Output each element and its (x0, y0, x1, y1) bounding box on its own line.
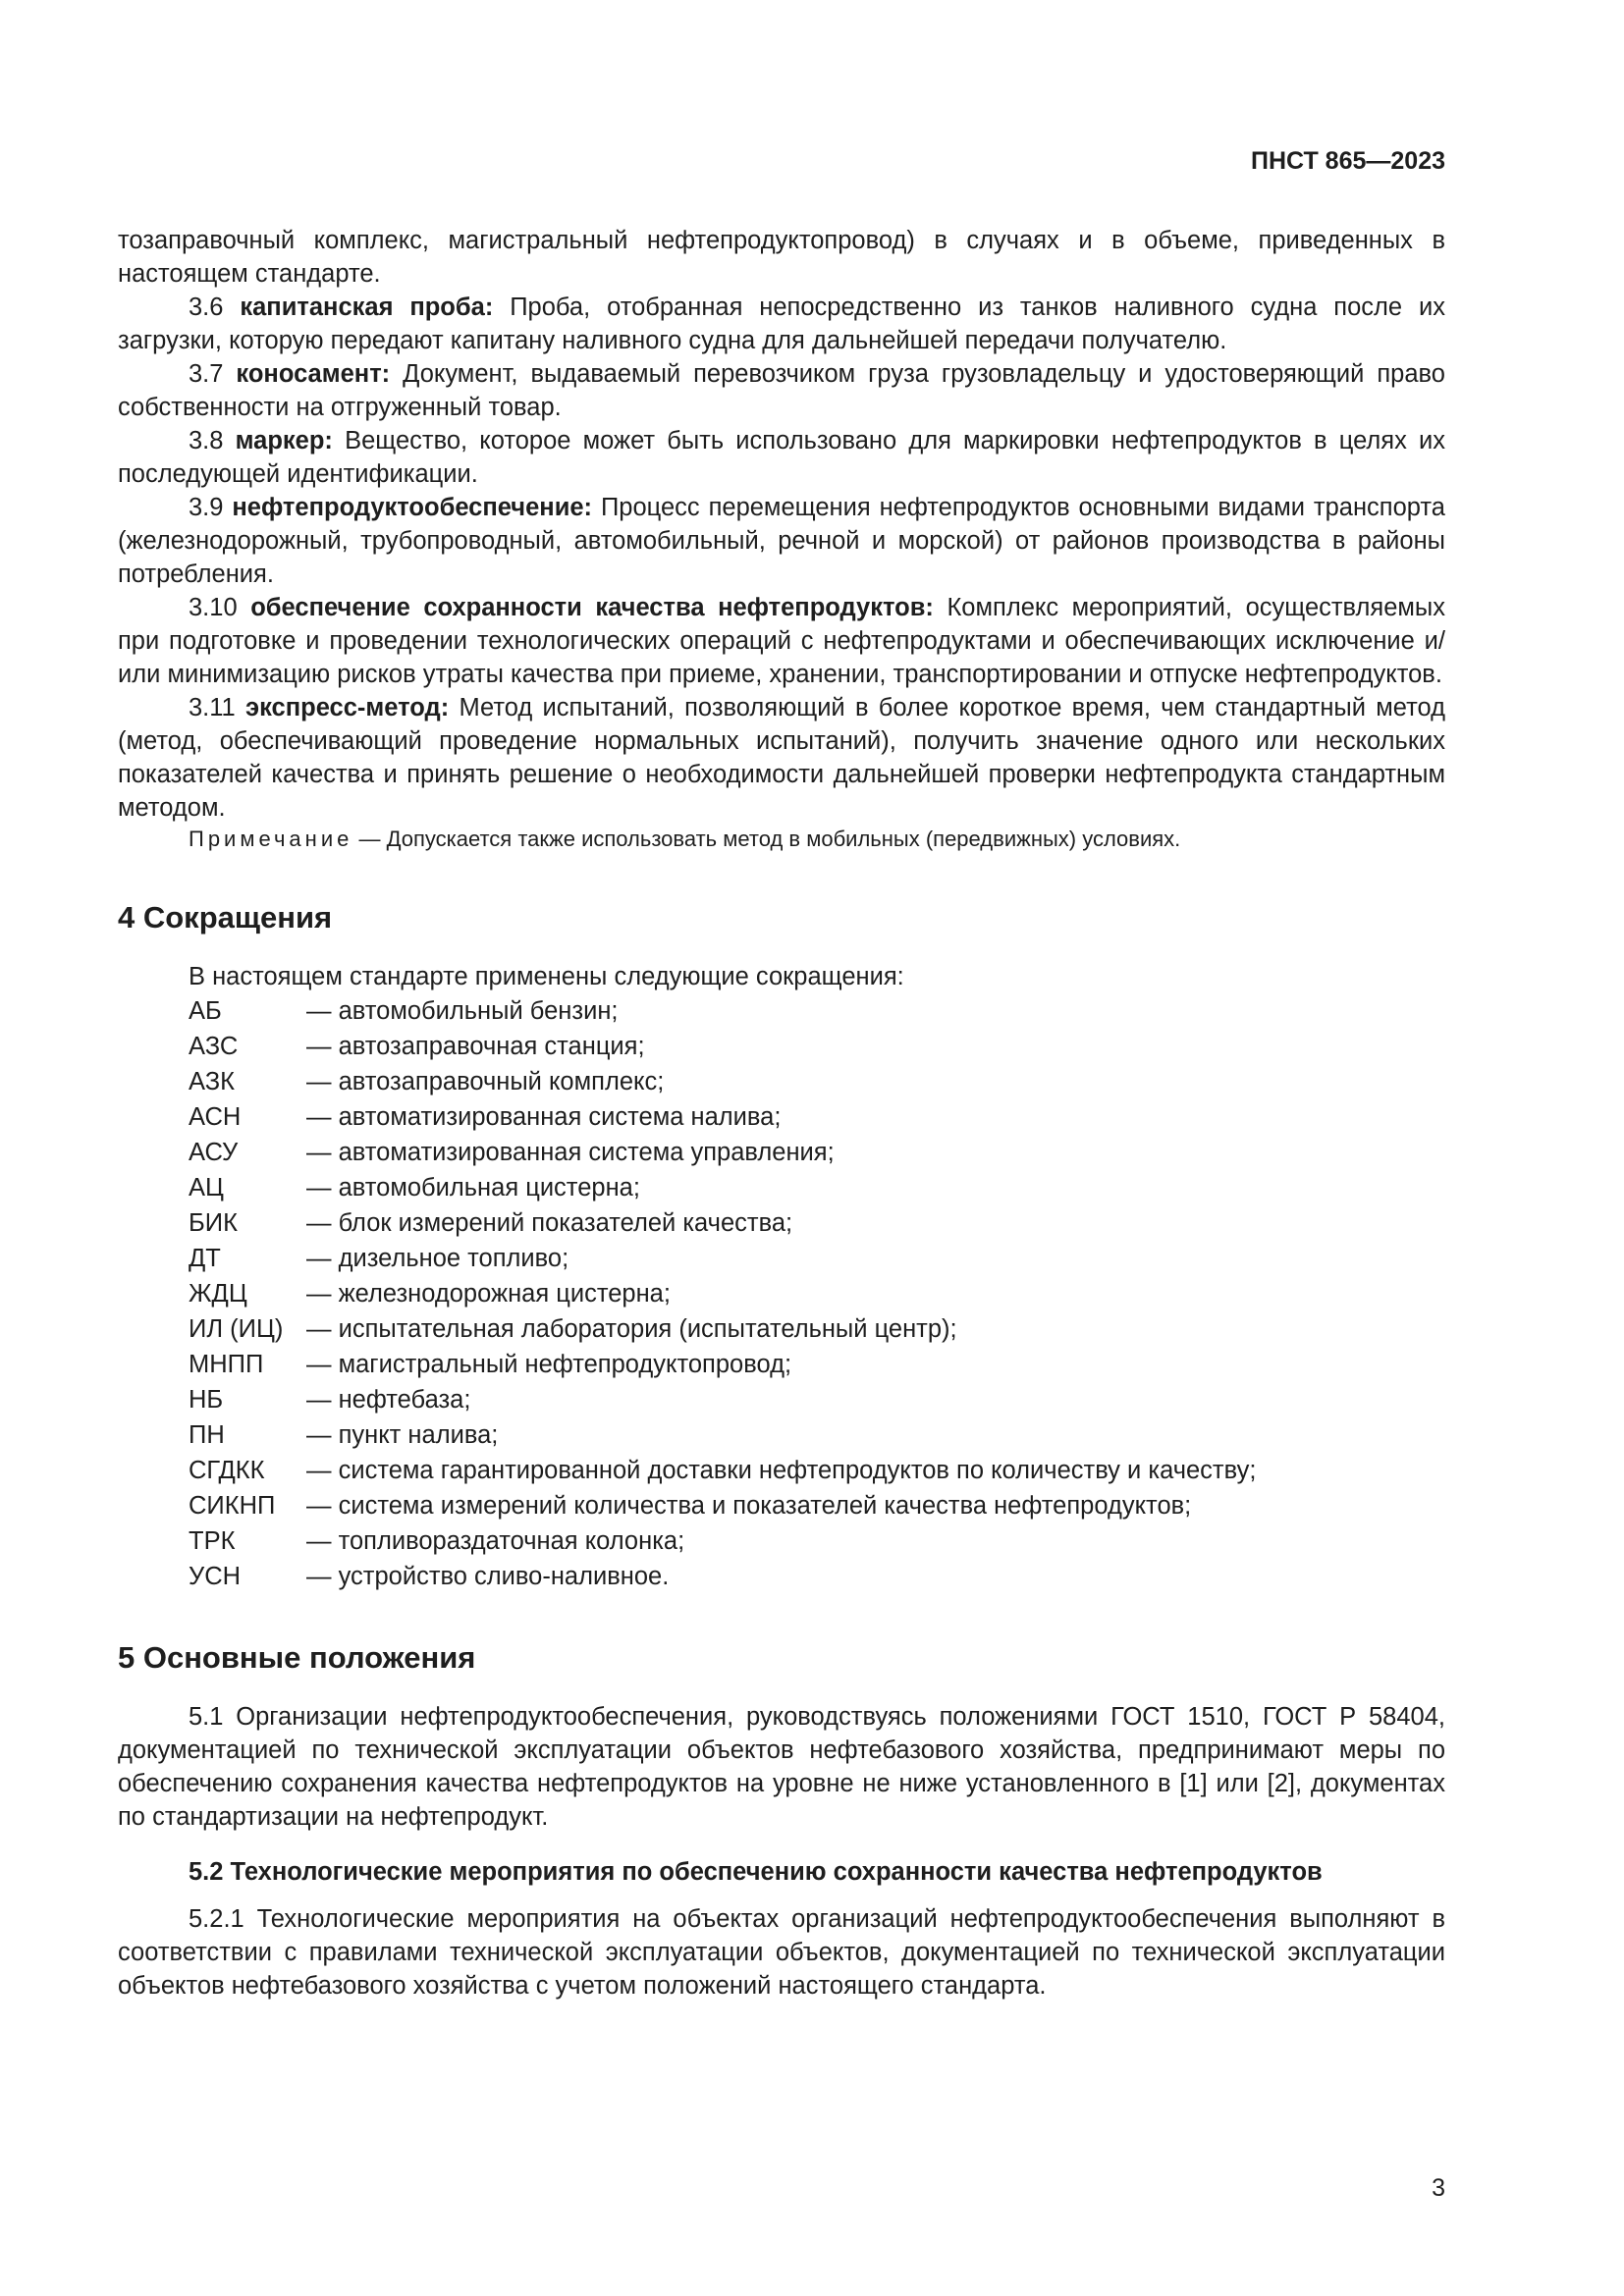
abbreviation-row (118, 1029, 1445, 1064)
abbreviation-code: АЦ (189, 1174, 224, 1201)
abbreviation-definition: — автозаправочный комплекс; (306, 1068, 665, 1095)
abbreviation-definition: — нефтебаза; (306, 1386, 471, 1414)
term-3-7 (118, 357, 1445, 424)
term-definition: Документ, выдаваемый перевозчиком груза грузовладельцу и удостоверяющий право собственности на отгруженный товар. (118, 360, 1445, 421)
abbreviation-code: ЖДЦ (189, 1280, 247, 1308)
abbreviation-row (118, 1170, 1445, 1205)
section-5-title: 5 Основные положения (118, 1640, 476, 1675)
abbreviation-row (118, 1135, 1445, 1170)
term-name: обеспечение сохранности качества нефтепродуктов: (250, 594, 934, 621)
term-name: маркер: (235, 427, 333, 454)
abbreviation-code: СИКНП (189, 1492, 276, 1520)
abbreviation-row (118, 1417, 1445, 1453)
term-definition: Метод испытаний, позволяющий в более короткое время, чем стандартный метод (метод, обеспечивающий проведение нормальных испытаний), получить значение одного или нескольких показателей качества и принять решение о необходимости дальнейшей проверки нефтепродукта стандартным методом. (118, 694, 1446, 822)
abbreviation-definition: — устройство сливо-наливное. (306, 1563, 670, 1590)
abbreviation-row (118, 1099, 1445, 1135)
abbreviation-row (118, 1205, 1445, 1241)
term-3-6 (118, 291, 1445, 357)
term-definition: Вещество, которое может быть использовано для маркировки нефтепродуктов в целях их последующей идентификации. (118, 427, 1445, 488)
term-3-8 (118, 424, 1445, 491)
abbreviations-list (118, 993, 1445, 1594)
abbreviation-code: УСН (189, 1563, 242, 1590)
abbreviation-definition: — испытательная лаборатория (испытательный центр); (306, 1315, 957, 1343)
abbreviation-definition: — топливораздаточная колонка; (306, 1527, 685, 1555)
abbreviation-code: АСН (189, 1103, 242, 1131)
abbreviation-code: ДТ (189, 1245, 221, 1272)
abbreviation-row (118, 1347, 1445, 1382)
term-definition: Проба, отобранная непосредственно из танков наливного судна после их загрузки, которую передают капитану наливного судна для дальнейшей передачи получателю. (118, 294, 1445, 354)
abbreviation-row (118, 1453, 1445, 1488)
page-number: 3 (1432, 2174, 1445, 2202)
abbreviation-code: СГДКК (189, 1457, 265, 1484)
abbreviation-definition: — пункт налива; (306, 1421, 499, 1449)
term-name: экспресс-метод: (245, 694, 450, 721)
abbreviation-code: ТРК (189, 1527, 236, 1555)
abbreviation-code: АСУ (189, 1139, 239, 1166)
abbreviations-intro: В настоящем стандарте применены следующие сокращения: (189, 963, 904, 990)
term-3-10 (118, 591, 1445, 691)
abbreviation-definition: — автоматизированная система управления; (306, 1139, 835, 1166)
term-definition: Комплекс мероприятий, осуществляемых при подготовке и проведении технологических операций с нефтепродуктами и обеспечивающих исключение и/или минимизацию рисков утраты качества при приеме, хранении, транспортировании и отпуске нефтепродуктов. (118, 594, 1445, 688)
abbreviation-definition: — автоматизированная система налива; (306, 1103, 782, 1131)
term-number: 3.6 (189, 294, 224, 321)
abbreviation-definition: — автомобильный бензин; (306, 997, 619, 1025)
abbreviation-code: НБ (189, 1386, 224, 1414)
abbreviation-code: МНПП (189, 1351, 264, 1378)
term-name: капитанская проба: (240, 294, 494, 321)
abbreviation-definition: — система измерений количества и показателей качества нефтепродуктов; (306, 1492, 1192, 1520)
term-number: 3.9 (189, 494, 224, 521)
abbreviation-code: ПН (189, 1421, 225, 1449)
abbreviation-code: АЗС (189, 1033, 239, 1060)
abbreviation-row (118, 1311, 1445, 1347)
abbreviation-row (118, 1064, 1445, 1099)
paragraph-5-1: 5.1 Организации нефтепродуктообеспечения, руководствуясь положениями ГОСТ 1510, ГОСТ Р 58404, документацией по технической эксплуатации объектов нефтебазового хозяйства, предпринимают меры по обеспечению сохранения качества нефтепродуктов на уровне не ниже установленного в [1] или [2], документах по стандартизации на нефтепродукт. (118, 1703, 1445, 1831)
section-4-title: 4 Сокращения (118, 900, 333, 934)
abbreviation-code: ИЛ (ИЦ) (189, 1315, 284, 1343)
abbreviation-row (118, 1241, 1445, 1276)
abbreviation-definition: — автомобильная цистерна; (306, 1174, 640, 1201)
term-definition: Процесс перемещения нефтепродуктов основными видами транспорта (железнодорожный, трубопроводный, автомобильный, речной и морской) от районов производства в районы потребления. (118, 494, 1445, 588)
term-name: нефтепродуктообеспечение: (232, 494, 593, 521)
abbreviation-definition: — магистральный нефтепродуктопровод; (306, 1351, 792, 1378)
abbreviation-row (118, 993, 1445, 1029)
abbreviation-row (118, 1488, 1445, 1523)
abbreviation-row (118, 1382, 1445, 1417)
standard-header: ПНСТ 865—2023 (1251, 147, 1445, 175)
document-body (118, 224, 1445, 2002)
abbreviation-code: БИК (189, 1209, 238, 1237)
abbreviation-definition: — система гарантированной доставки нефтепродуктов по количеству и качеству; (306, 1457, 1257, 1484)
term-number: 3.10 (189, 594, 238, 621)
paragraph-5-2-1: 5.2.1 Технологические мероприятия на объектах организаций нефтепродуктообеспечения выполняют в соответствии с правилами технической эксплуатации объектов, документацией по технической эксплуатации объектов нефтебазового хозяйства с учетом положений настоящего стандарта. (118, 1905, 1445, 2000)
abbreviation-definition: — автозаправочная станция; (306, 1033, 645, 1060)
abbreviation-definition: — дизельное топливо; (306, 1245, 569, 1272)
term-3-11 (118, 691, 1445, 825)
note-text: — Допускается также использовать метод в мобильных (передвижных) условиях. (352, 827, 1181, 851)
subsection-5-2-title: 5.2 Технологические мероприятия по обеспечению сохранности качества нефтепродуктов (189, 1858, 1323, 1886)
term-name: коносамент: (236, 360, 391, 388)
abbreviation-row (118, 1523, 1445, 1559)
term-3-9 (118, 491, 1445, 591)
abbreviation-definition: — блок измерений показателей качества; (306, 1209, 793, 1237)
abbreviation-row (118, 1276, 1445, 1311)
note (118, 825, 1445, 854)
term-number: 3.8 (189, 427, 224, 454)
term-number: 3.7 (189, 360, 224, 388)
abbreviation-code: АБ (189, 997, 222, 1025)
abbreviation-row (118, 1559, 1445, 1594)
terms-intro-continuation: тозаправочный комплекс, магистральный нефтепродуктопровод) в случаях и в объеме, приведенных в настоящем стандарте. (118, 227, 1445, 288)
abbreviation-definition: — железнодорожная цистерна; (306, 1280, 671, 1308)
term-number: 3.11 (189, 694, 236, 721)
note-label: Примечание (189, 827, 353, 851)
abbreviation-code: АЗК (189, 1068, 235, 1095)
